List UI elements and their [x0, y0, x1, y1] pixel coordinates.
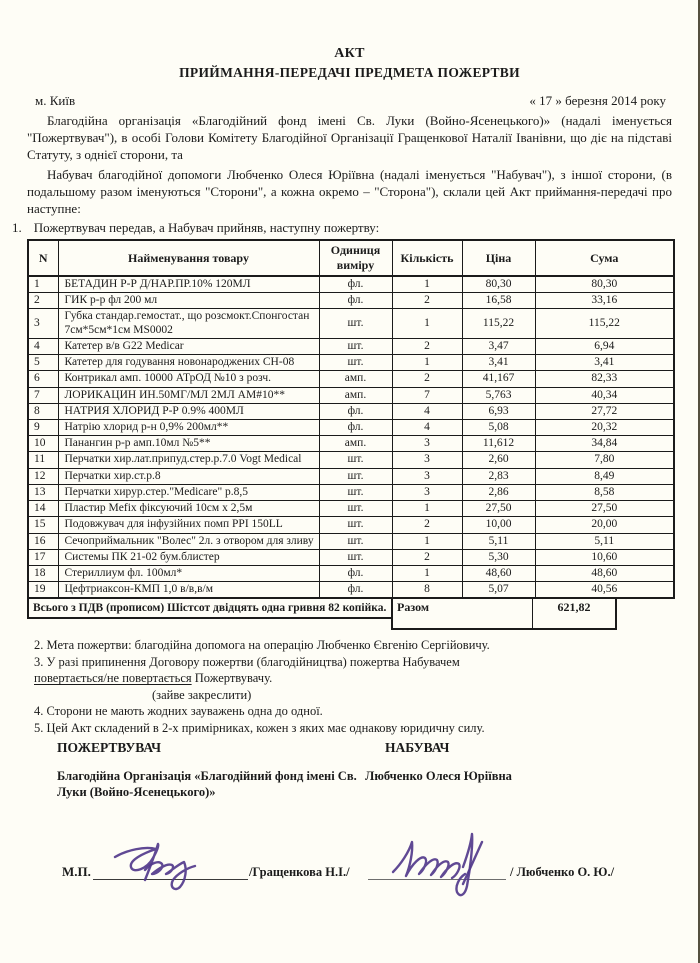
table-cell: 5,11	[535, 533, 674, 549]
table-cell: 5,08	[462, 419, 535, 435]
total-in-words-label: Всього з ПДВ (прописом) Шістсот двідцять одна гривня 82 копійка.	[27, 599, 391, 619]
table-cell: 10,00	[462, 517, 535, 533]
table-cell: 3,41	[535, 355, 674, 371]
donor-heading: ПОЖЕРТВУВАЧ	[57, 740, 162, 756]
table-cell: фл.	[319, 276, 392, 293]
table-cell: 3	[392, 452, 462, 468]
col-header-quantity: Кількість	[392, 240, 462, 276]
donor-organization-name: Благодійна Організація «Благодійний фонд імені Св. Луки (Войно-Ясенецького)»	[57, 769, 357, 800]
clause-3-underlined-choice: повертається/не повертається	[34, 671, 192, 686]
col-header-price: Ціна	[462, 240, 535, 276]
table-cell: 3,47	[462, 338, 535, 354]
intro-paragraph-recipient: Набувач благодійної допомоги Любченко Олеся Юріївна (надалі іменується "Набувач"), з іншої сторони, (в подальшому разом іменуються "Сторони", а кожна окремо – "Сторона"), склали цей Акт приймання-передачі про наступне:	[27, 167, 672, 216]
table-cell: 27,50	[535, 501, 674, 517]
table-row	[28, 484, 674, 500]
table-cell: 8	[28, 403, 58, 419]
table-cell: 11	[28, 452, 58, 468]
table-cell: ЛОРИКАЦИН ИН.50МГ/МЛ 2МЛ АМ#10**	[58, 387, 319, 403]
table-cell: 1	[392, 565, 462, 581]
table-cell: фл.	[319, 293, 392, 309]
table-cell: 80,30	[535, 276, 674, 293]
table-cell: фл.	[319, 582, 392, 599]
clause-3-note: (зайве закреслити)	[152, 687, 252, 702]
table-cell: 1	[392, 501, 462, 517]
table-cell: 3	[392, 436, 462, 452]
table-cell: 8,49	[535, 468, 674, 484]
table-row	[28, 468, 674, 484]
table-cell: 1	[392, 355, 462, 371]
table-cell: 1	[28, 276, 58, 293]
table-cell: Панангин р-р амп.10мл №5**	[58, 436, 319, 452]
table-cell: шт.	[319, 355, 392, 371]
signatures-row	[27, 834, 672, 924]
clauses-block	[34, 637, 672, 736]
clause-3-line1: 3. У разі припинення Договору пожертви (благодійництва) пожертва Набувачем	[34, 654, 460, 669]
table-row	[28, 309, 674, 338]
table-cell: 18	[28, 565, 58, 581]
table-cell: 1	[392, 533, 462, 549]
table-cell: Губка стандар.гемостат., що розсмокт.Спонгостан 7см*5см*1см MS0002	[58, 309, 319, 338]
total-caption: Разом	[391, 599, 533, 630]
table-cell: шт.	[319, 517, 392, 533]
recipient-handwritten-signature	[383, 820, 513, 902]
table-cell: Перчатки хирур.стер."Medicare" р.8,5	[58, 484, 319, 500]
table-cell: 19	[28, 582, 58, 599]
table-cell: шт.	[319, 309, 392, 338]
table-cell: Катетер в/в G22 Medicar	[58, 338, 319, 354]
table-cell: 2	[392, 293, 462, 309]
table-cell: 7	[28, 387, 58, 403]
table-row	[28, 565, 674, 581]
table-cell: НАТРИЯ ХЛОРИД Р-Р 0.9% 400МЛ	[58, 403, 319, 419]
table-cell: 6,93	[462, 403, 535, 419]
table-cell: 2,83	[462, 468, 535, 484]
clause-1-number: 1.	[12, 220, 22, 235]
table-cell: 5	[28, 355, 58, 371]
clause-4: 4. Сторони не мають жодних зауважень одна до одної.	[34, 704, 323, 719]
table-row	[28, 419, 674, 435]
donor-signatory-name: /Гращенкова Н.І./	[249, 865, 350, 880]
table-cell: 4	[392, 419, 462, 435]
table-cell: 8	[392, 582, 462, 599]
table-cell: 48,60	[462, 565, 535, 581]
table-cell: 1	[392, 276, 462, 293]
table-cell: шт.	[319, 452, 392, 468]
col-header-unit: Одиниця виміру	[319, 240, 392, 276]
document-title-line1: АКТ	[334, 46, 365, 61]
table-cell: шт.	[319, 501, 392, 517]
table-row	[28, 517, 674, 533]
table-cell: БЕТАДИН Р-Р Д/НАР.ПР.10% 120МЛ	[58, 276, 319, 293]
table-cell: фл.	[319, 419, 392, 435]
table-cell: шт.	[319, 468, 392, 484]
table-cell: 80,30	[462, 276, 535, 293]
table-cell: 20,32	[535, 419, 674, 435]
table-cell: 20,00	[535, 517, 674, 533]
intro-paragraph-donor: Благодійна організація «Благодійний фонд імені Св. Луки (Войно-Ясенецького)» (надалі іменується "Пожертвувач"), в особі Голови Комітету Благодійної Організації Гращенкової Наталії Іванівни, що діє на підставі Статуту, з однієї сторони, та	[27, 113, 672, 162]
table-row	[28, 293, 674, 309]
table-cell: 10	[28, 436, 58, 452]
table-cell: 12	[28, 468, 58, 484]
table-cell: 8,58	[535, 484, 674, 500]
table-cell: 14	[28, 501, 58, 517]
table-cell: 34,84	[535, 436, 674, 452]
table-cell: амп.	[319, 387, 392, 403]
table-cell: амп.	[319, 371, 392, 387]
table-cell: 3	[28, 309, 58, 338]
table-cell: 11,612	[462, 436, 535, 452]
table-cell: 13	[28, 484, 58, 500]
table-cell: Системы ПК 21-02 бум.блистер	[58, 549, 319, 565]
table-cell: 6	[28, 371, 58, 387]
table-cell: шт.	[319, 549, 392, 565]
table-cell: 7	[392, 387, 462, 403]
table-cell: 15	[28, 517, 58, 533]
table-cell: 2	[392, 338, 462, 354]
table-cell: Перчатки хир.ст.р.8	[58, 468, 319, 484]
table-cell: 4	[28, 338, 58, 354]
table-cell: 7,80	[535, 452, 674, 468]
table-cell: 27,50	[462, 501, 535, 517]
table-row	[28, 371, 674, 387]
table-row	[28, 436, 674, 452]
table-cell: шт.	[319, 533, 392, 549]
table-cell: 3	[392, 484, 462, 500]
table-row	[28, 582, 674, 599]
table-cell: 2	[28, 293, 58, 309]
recipient-heading: НАБУВАЧ	[385, 740, 450, 756]
clause-3-tail: Пожертвувачу.	[191, 671, 273, 686]
table-cell: Сечоприймальник "Волес" 2л. з отвором для зливу	[58, 533, 319, 549]
table-cell: 5,07	[462, 582, 535, 599]
table-cell: 4	[392, 403, 462, 419]
table-cell: Стериллиум фл. 100мл*	[58, 565, 319, 581]
table-cell: 40,34	[535, 387, 674, 403]
table-cell: 40,56	[535, 582, 674, 599]
table-row	[28, 501, 674, 517]
table-row	[28, 387, 674, 403]
table-cell: 2	[392, 371, 462, 387]
table-cell: 10,60	[535, 549, 674, 565]
table-row	[28, 403, 674, 419]
clause-3-line2	[34, 670, 672, 687]
donation-items-table	[27, 239, 675, 599]
table-cell: шт.	[319, 338, 392, 354]
clause-2: 2. Мета пожертви: благодійна допомога на операцію Любченко Євгенію Сергійовичу.	[34, 638, 490, 653]
table-row	[28, 338, 674, 354]
table-row	[28, 549, 674, 565]
recipient-person-name: Любченко Олеся Юріївна	[365, 769, 512, 784]
party-names-row	[27, 768, 672, 820]
stamp-place-label: М.П.	[62, 864, 91, 880]
table-cell: фл.	[319, 565, 392, 581]
table-cell: шт.	[319, 484, 392, 500]
table-cell: 1	[392, 309, 462, 338]
table-cell: 27,72	[535, 403, 674, 419]
total-row	[27, 599, 673, 630]
party-headings-row	[27, 740, 672, 760]
col-header-sum: Сума	[535, 240, 674, 276]
items-tbody	[28, 276, 674, 598]
table-cell: 5,30	[462, 549, 535, 565]
table-row	[28, 276, 674, 293]
table-row	[28, 355, 674, 371]
table-cell: 5,763	[462, 387, 535, 403]
donor-handwritten-signature	[101, 836, 251, 891]
table-cell: 41,167	[462, 371, 535, 387]
total-value: 621,82	[533, 599, 617, 630]
table-cell: Подовжувач для інфузійних помп PPI 150LL	[58, 517, 319, 533]
table-cell: фл.	[319, 403, 392, 419]
city-label: м. Київ	[35, 93, 76, 108]
table-cell: ГИК р-р фл 200 мл	[58, 293, 319, 309]
table-row	[28, 533, 674, 549]
donation-items-section	[27, 239, 673, 630]
table-header-row	[28, 240, 674, 276]
clause-5: 5. Цей Акт складений в 2-х примірниках, кожен з яких має однакову юридичну силу.	[34, 720, 485, 735]
table-cell: 2,60	[462, 452, 535, 468]
table-cell: Пластир Mefix фіксуючий 10см х 2,5м	[58, 501, 319, 517]
document-date: « 17 » березня 2014 року	[529, 93, 666, 108]
table-cell: 16,58	[462, 293, 535, 309]
table-cell: 48,60	[535, 565, 674, 581]
table-cell: 33,16	[535, 293, 674, 309]
table-cell: 82,33	[535, 371, 674, 387]
table-cell: 17	[28, 549, 58, 565]
document-title-line2: ПРИЙМАННЯ-ПЕРЕДАЧІ ПРЕДМЕТА ПОЖЕРТВИ	[179, 65, 520, 80]
table-cell: Натрію хлорид р-н 0,9% 200мл**	[58, 419, 319, 435]
table-cell: 2	[392, 549, 462, 565]
table-cell: 9	[28, 419, 58, 435]
table-cell: 6,94	[535, 338, 674, 354]
table-cell: Контрикал амп. 10000 АТрОД №10 з розч.	[58, 371, 319, 387]
table-cell: 5,11	[462, 533, 535, 549]
table-cell: 3,41	[462, 355, 535, 371]
table-cell: Катетер для годування новонароджених СН-08	[58, 355, 319, 371]
clause-1	[12, 220, 672, 236]
table-cell: Перчатки хир.лат.припуд.стер.р.7.0 Vogt Medical	[58, 452, 319, 468]
recipient-signatory-name: / Любченко О. Ю./	[510, 865, 615, 880]
table-row	[28, 452, 674, 468]
city-date-row	[27, 93, 672, 109]
table-cell: 115,22	[462, 309, 535, 338]
table-cell: Цефтриаксон-КМП 1,0 в/в,в/м	[58, 582, 319, 599]
col-header-number: N	[28, 240, 58, 276]
table-cell: амп.	[319, 436, 392, 452]
table-cell: 16	[28, 533, 58, 549]
col-header-item-name: Найменування товару	[58, 240, 319, 276]
table-cell: 2	[392, 517, 462, 533]
table-cell: 115,22	[535, 309, 674, 338]
clause-1-text: Пожертвувач передав, а Набувач прийняв, наступну пожертву:	[33, 220, 380, 235]
table-cell: 2,86	[462, 484, 535, 500]
table-cell: 3	[392, 468, 462, 484]
